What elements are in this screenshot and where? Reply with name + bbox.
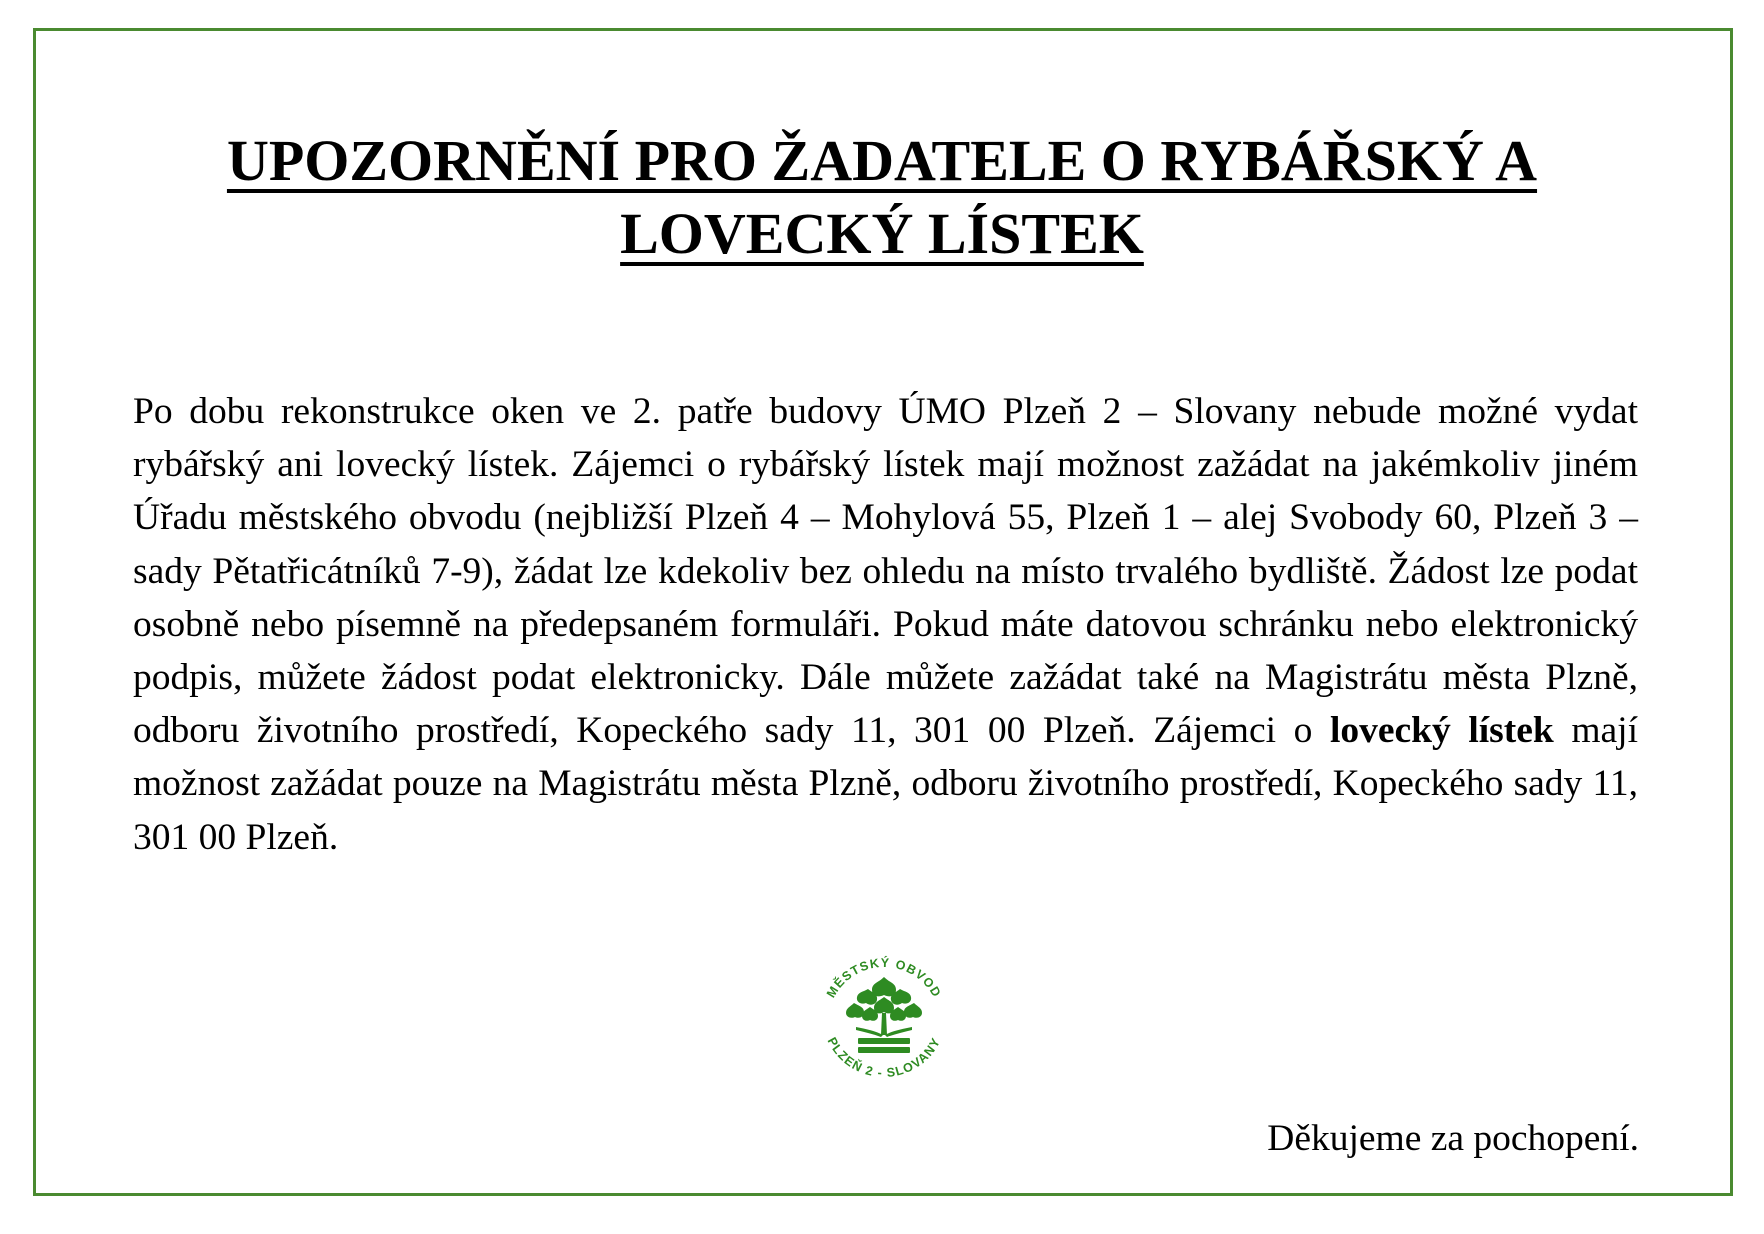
title-line-1: UPOZORNĚNÍ PRO ŽADATELE O RYBÁŘSKÝ A — [226, 128, 1538, 193]
thanks-text: Děkujeme za pochopení. — [1267, 1118, 1639, 1159]
page-title — [0, 124, 1764, 270]
notice-body-part-1: Po dobu rekonstrukce oken ve 2. patře budovy ÚMO Plzeň 2 – Slovany nebude možné vydat rybářský ani lovecký lístek. Zájemci o rybářský lístek mají možnost zažádat na jakémkoliv jiném Úřadu městského obvodu (nejbližší Plzeň 4 – Mohylová 55, Plzeň 1 – alej Svobody 60, Plzeň 3 – sady Pětatřicátníků 7-9), žádat lze kdekoliv bez ohledu na místo trvalého bydliště. Žádost lze podat osobně nebo písemně na předepsaném formuláři. Pokud máte datovou schránku nebo elektronický podpis, můžete žádost podat elektronicky. Dále můžete zažádat také na Magistrátu města Plzně, odboru životního prostředí, Kopeckého sady 11, 301 00 Plzeň. Zájemci o — [133, 391, 1638, 752]
linden-tree-icon — [846, 977, 922, 1053]
logo-text-bottom: PLZEŇ 2 - SLOVANY — [824, 1035, 944, 1081]
title-line-2: LOVECKÝ LÍSTEK — [620, 201, 1144, 266]
district-logo — [810, 943, 958, 1091]
notice-body-emphasis: lovecký lístek — [1329, 710, 1554, 752]
logo-text-top: MĚSTSKÝ OBVOD — [823, 955, 945, 1001]
notice-body-part-2: mají možnost zažádat pouze na Magistrátu města Plzně, odboru životního prostředí, Kopeckého sady 11, 301 00 Plzeň. — [133, 710, 1638, 858]
notice-body — [133, 385, 1638, 864]
